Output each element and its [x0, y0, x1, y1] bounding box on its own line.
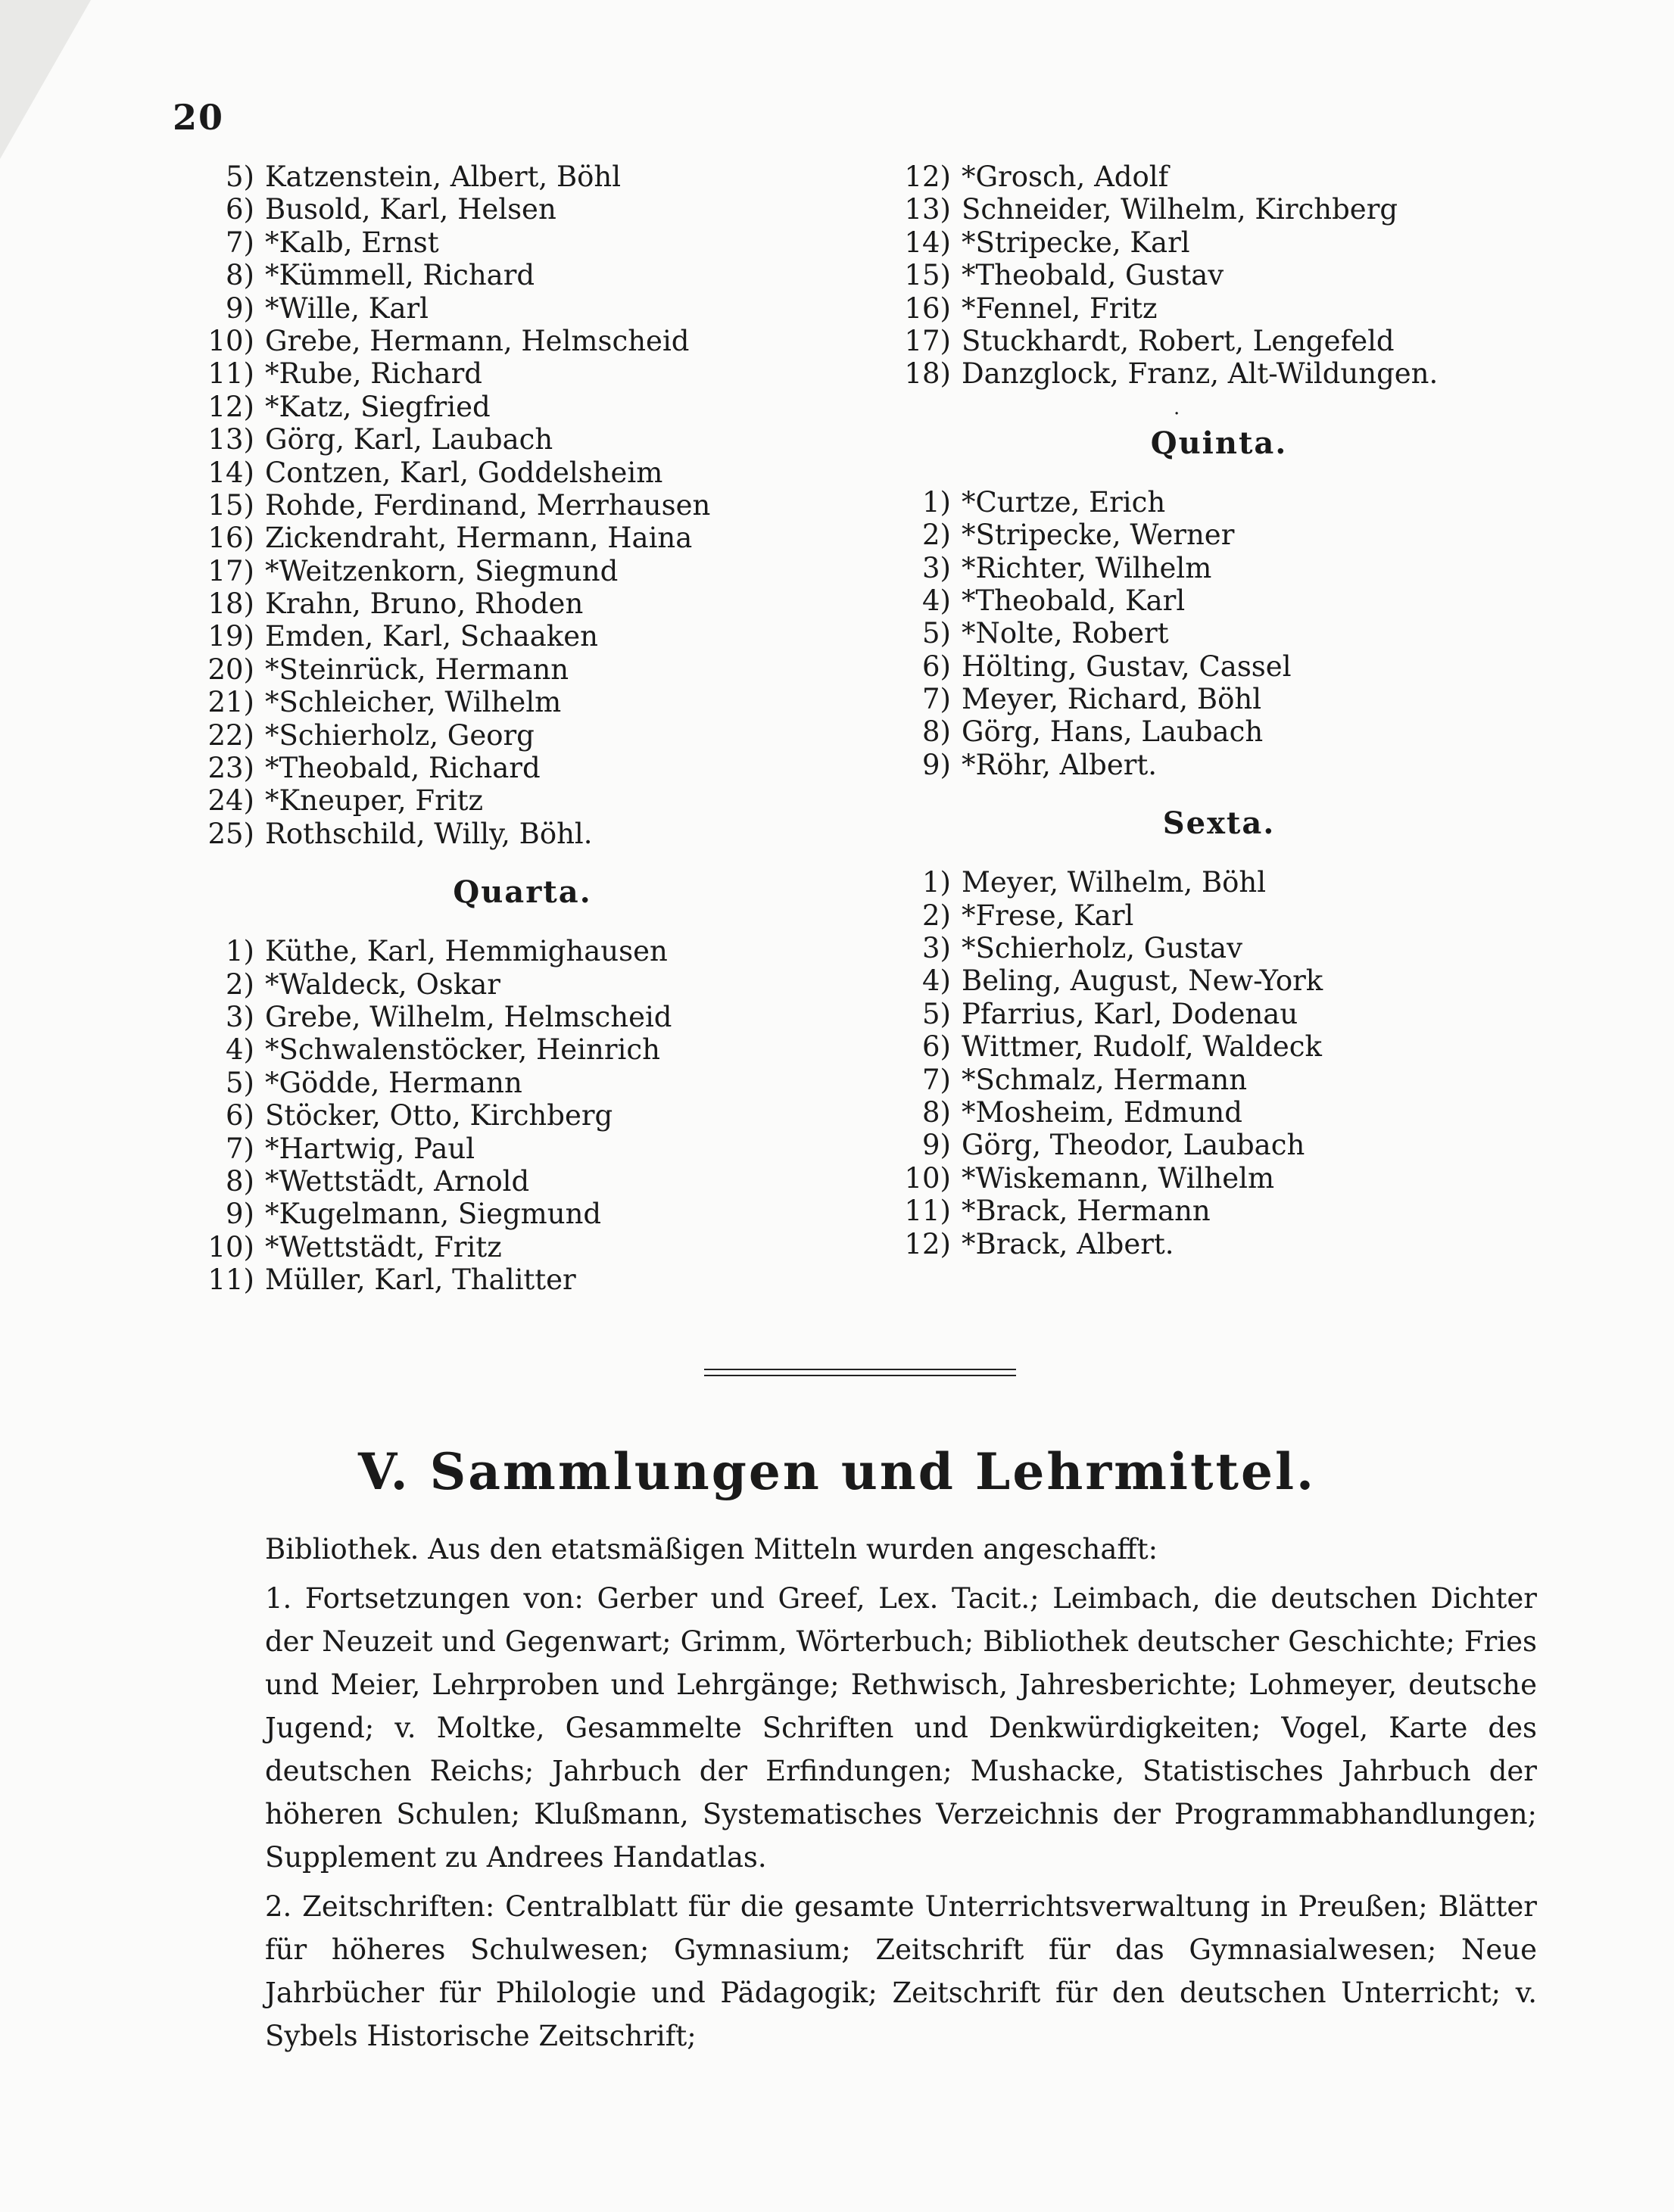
list-item-name: *Hartwig, Paul: [265, 1132, 475, 1165]
list-item: [182, 1033, 863, 1066]
list-item-number: 17): [207, 554, 254, 587]
list-item-name: *Katz, Siegfried: [265, 390, 491, 423]
list-item-number: 19): [207, 620, 254, 653]
list-item-name: Hölting, Gustav, Cassel: [962, 650, 1292, 683]
list-item-name: Müller, Karl, Thalitter: [265, 1263, 576, 1297]
right-column: [878, 160, 1560, 1260]
list-item: [182, 292, 863, 325]
list-item-name: *Weitzenkorn, Siegmund: [265, 554, 619, 587]
list-item: [182, 423, 863, 456]
list-item-name: Katzenstein, Albert, Böhl: [265, 160, 622, 193]
list-item: [878, 964, 1560, 997]
list-item: [182, 1001, 863, 1033]
list-item-name: Danzglock, Franz, Alt-Wildungen.: [962, 357, 1439, 391]
section-title: V. Sammlungen und Lehrmittel.: [357, 1442, 1317, 1501]
quarta-heading: Quarta.: [453, 874, 592, 911]
list-item-number: 9): [226, 1198, 254, 1231]
list-item: [878, 932, 1560, 964]
quinta-heading: Quinta.: [1150, 425, 1288, 461]
list-item-name: Stöcker, Otto, Kirchberg: [265, 1099, 613, 1132]
list-item-number: 8): [922, 1095, 951, 1129]
list-item: [878, 1064, 1560, 1096]
list-item-number: 7): [922, 683, 951, 716]
list-item-name: Grebe, Wilhelm, Helmscheid: [265, 1000, 672, 1033]
list-item-number: 18): [207, 587, 254, 621]
list-item: [182, 752, 863, 784]
list-item-name: Rothschild, Willy, Böhl.: [265, 817, 593, 850]
list-item-number: 22): [207, 718, 254, 752]
list-item-number: 4): [226, 1033, 254, 1067]
list-item-number: 16): [904, 291, 951, 325]
list-item-number: 15): [904, 259, 951, 292]
list-item-number: 1): [922, 485, 951, 519]
list-item-name: Wittmer, Rudolf, Waldeck: [962, 1030, 1322, 1064]
list-item-name: Stuckhardt, Robert, Lengefeld: [962, 324, 1395, 357]
list-item-number: 10): [207, 324, 254, 357]
list-item-number: 14): [904, 226, 951, 259]
student-list-continued: [182, 160, 863, 850]
list-item-name: *Wettstädt, Fritz: [265, 1230, 502, 1263]
list-item-number: 2): [922, 519, 951, 552]
list-item-number: 1): [226, 935, 254, 968]
list-item: [878, 226, 1560, 259]
list-item-number: 13): [904, 193, 951, 226]
list-item-number: 10): [207, 1230, 254, 1263]
list-item-name: Küthe, Karl, Hemmighausen: [265, 935, 668, 968]
list-item-name: *Wettstädt, Arnold: [265, 1164, 530, 1198]
list-item: [182, 489, 863, 522]
paragraph-bibliothek: Bibliothek. Aus den etatsmäßigen Mitteln wurden angeschafft:: [265, 1533, 1158, 1566]
list-item-name: *Kalb, Ernst: [265, 226, 439, 259]
list-item: [878, 584, 1560, 617]
list-item-number: 14): [207, 456, 254, 489]
list-item-number: 7): [226, 226, 254, 259]
list-item-name: *Theobald, Gustav: [962, 259, 1224, 292]
list-item: [878, 1030, 1560, 1063]
list-item-number: 8): [922, 715, 951, 749]
list-item-name: Meyer, Wilhelm, Böhl: [962, 866, 1267, 899]
list-item: [182, 1132, 863, 1165]
list-item-name: *Richter, Wilhelm: [962, 551, 1212, 584]
list-item: [878, 325, 1560, 357]
list-item-number: 2): [922, 899, 951, 932]
list-item-number: 12): [904, 160, 951, 193]
list-item: [182, 1263, 863, 1296]
list-item: [182, 653, 863, 686]
list-item: [878, 160, 1560, 193]
list-item-number: 8): [226, 259, 254, 292]
list-item-number: 5): [922, 617, 951, 650]
list-item: [182, 259, 863, 291]
list-item-name: *Röhr, Albert.: [962, 748, 1158, 781]
list-item: [878, 552, 1560, 584]
list-item: [182, 1165, 863, 1198]
list-item-number: 8): [226, 1164, 254, 1198]
list-item: [182, 456, 863, 489]
student-list-continued-right: [878, 160, 1560, 391]
list-item-number: 12): [207, 390, 254, 423]
list-item-name: *Steinrück, Hermann: [265, 653, 569, 686]
list-item-name: Emden, Karl, Schaaken: [265, 620, 598, 653]
list-item-name: *Frese, Karl: [962, 899, 1134, 932]
left-column: [182, 160, 863, 1297]
list-item-number: 11): [207, 1263, 254, 1297]
section-divider: [704, 1369, 1016, 1381]
list-item-number: 13): [207, 423, 254, 456]
list-item-number: 6): [226, 193, 254, 226]
list-item-name: *Rube, Richard: [265, 357, 482, 391]
list-item: [182, 391, 863, 423]
list-item: [878, 519, 1560, 551]
sexta-list: [878, 866, 1560, 1260]
list-item-name: *Wille, Karl: [265, 291, 429, 325]
list-item-name: *Stripecke, Werner: [962, 519, 1235, 552]
list-item-name: *Kugelmann, Siegmund: [265, 1198, 602, 1231]
list-item-number: 15): [207, 488, 254, 522]
list-item-number: 20): [207, 653, 254, 686]
quinta-list: [878, 486, 1560, 782]
list-item-number: 25): [207, 817, 254, 850]
list-item-name: Görg, Theodor, Laubach: [962, 1129, 1305, 1162]
list-item-number: 5): [922, 997, 951, 1030]
list-item: [878, 650, 1560, 683]
list-item-number: 9): [922, 1129, 951, 1162]
list-item: [878, 617, 1560, 650]
list-item-name: Görg, Hans, Laubach: [962, 715, 1264, 749]
list-item: [182, 1198, 863, 1230]
list-item: [182, 686, 863, 718]
list-item-name: *Theobald, Karl: [962, 584, 1186, 617]
list-item: [182, 784, 863, 817]
list-item-number: 21): [207, 686, 254, 719]
list-item: [878, 715, 1560, 748]
list-item: [878, 486, 1560, 519]
list-item-name: *Schleicher, Wilhelm: [265, 686, 562, 719]
library-prose: [265, 1528, 1537, 2064]
list-item-number: 5): [226, 1066, 254, 1099]
separator-dot: .: [1174, 396, 1180, 419]
list-item-name: Meyer, Richard, Böhl: [962, 683, 1262, 716]
list-item-number: 7): [226, 1132, 254, 1165]
list-item: [182, 968, 863, 1001]
list-item-number: 6): [922, 650, 951, 683]
list-item-name: *Nolte, Robert: [962, 617, 1169, 650]
list-item-name: Zickendraht, Hermann, Haina: [265, 522, 693, 555]
list-item-number: 3): [226, 1000, 254, 1033]
list-item-name: *Gödde, Hermann: [265, 1066, 522, 1099]
list-item: [878, 899, 1560, 932]
list-item-name: *Schwalenstöcker, Heinrich: [265, 1033, 660, 1067]
list-item-number: 1): [922, 866, 951, 899]
list-item: [878, 866, 1560, 899]
list-item-number: 10): [904, 1161, 951, 1195]
list-item-number: 11): [207, 357, 254, 391]
list-item-name: Beling, August, New-York: [962, 964, 1323, 998]
list-item-number: 3): [922, 932, 951, 965]
list-item: [878, 259, 1560, 291]
list-item: [182, 357, 863, 390]
list-item-number: 23): [207, 752, 254, 785]
list-item-name: Rohde, Ferdinand, Merrhausen: [265, 488, 711, 522]
page-number: 20: [173, 97, 225, 138]
paragraph-zeitschriften: 2. Zeitschriften: Centralblatt für die gesamte Unterrichtsverwaltung in Preußen; Blätter für höheres Schulwesen; Gymnasium; Zeitschrift für das Gymnasialwesen; Neue Jahrbücher für Philologie und Pädagogik; Zeitschrift für den deutschen Unterricht; v. Sybels Historische Zeitschrift;: [265, 1890, 1537, 2052]
list-item: [878, 683, 1560, 715]
list-item-name: *Brack, Albert.: [962, 1227, 1174, 1260]
list-item: [878, 1162, 1560, 1195]
list-item: [878, 193, 1560, 226]
paragraph-fortsetzungen: 1. Fortsetzungen von: Gerber und Greef, Lex. Tacit.; Leimbach, die deutschen Dichter der Neuzeit und Gegenwart; Grimm, Wörterbuch; Bibliothek deutscher Geschichte; Fries und Meier, Lehrproben und Lehrgänge; Rethwisch, Jahresberichte; Lohmeyer, deutsche Jugend; v. Moltke, Gesammelte Schriften und Denkwürdigkeiten; Vogel, Karte des deutschen Reichs; Jahrbuch der Erfindungen; Mushacke, Statistisches Jahrbuch der höheren Schulen; Klußmann, Systematisches Verzeichnis der Programmabhandlungen; Supplement zu Andrees Handatlas.: [265, 1582, 1537, 1874]
list-item: [878, 1096, 1560, 1129]
list-item-number: 9): [226, 291, 254, 325]
list-item-number: 6): [922, 1030, 951, 1064]
list-item-name: *Grosch, Adolf: [962, 160, 1169, 193]
list-item-name: Contzen, Karl, Goddelsheim: [265, 456, 663, 489]
list-item-number: 11): [904, 1195, 951, 1228]
list-item-number: 9): [922, 748, 951, 781]
list-item: [182, 620, 863, 653]
list-item: [182, 587, 863, 620]
list-item-number: 2): [226, 967, 254, 1001]
list-item-name: *Schierholz, Gustav: [962, 932, 1242, 965]
list-item-name: *Schmalz, Hermann: [962, 1063, 1248, 1096]
list-item: [182, 818, 863, 850]
list-item: [182, 935, 863, 967]
list-item-name: *Brack, Hermann: [962, 1195, 1211, 1228]
list-item-number: 6): [226, 1099, 254, 1132]
list-item-name: *Mosheim, Edmund: [962, 1095, 1242, 1129]
list-item-name: Krahn, Bruno, Rhoden: [265, 587, 584, 621]
list-item-name: *Fennel, Fritz: [962, 291, 1158, 325]
list-item-number: 3): [922, 551, 951, 584]
list-item-name: *Schierholz, Georg: [265, 718, 535, 752]
list-item-number: 24): [207, 784, 254, 818]
list-item-number: 5): [226, 160, 254, 193]
list-item: [878, 292, 1560, 325]
list-item: [182, 522, 863, 554]
list-item-name: *Stripecke, Karl: [962, 226, 1190, 259]
list-item-name: *Kneuper, Fritz: [265, 784, 483, 818]
list-item-name: Grebe, Hermann, Helmscheid: [265, 324, 690, 357]
list-item: [182, 325, 863, 357]
list-item-number: 16): [207, 522, 254, 555]
list-item: [182, 719, 863, 752]
list-item-number: 18): [904, 357, 951, 391]
list-item: [878, 749, 1560, 781]
sexta-heading: Sexta.: [1162, 805, 1276, 842]
list-item-name: Schneider, Wilhelm, Kirchberg: [962, 193, 1398, 226]
list-item-number: 4): [922, 964, 951, 998]
list-item: [182, 193, 863, 226]
list-item-number: 17): [904, 324, 951, 357]
list-item: [878, 1195, 1560, 1227]
list-item: [182, 160, 863, 193]
list-item-name: Pfarrius, Karl, Dodenau: [962, 997, 1298, 1030]
list-item-name: *Wiskemann, Wilhelm: [962, 1161, 1275, 1195]
list-item-name: *Kümmell, Richard: [265, 259, 535, 292]
list-item: [878, 357, 1560, 390]
list-item-name: *Curtze, Erich: [962, 485, 1166, 519]
list-item-name: Görg, Karl, Laubach: [265, 423, 553, 456]
list-item: [182, 226, 863, 259]
list-item: [878, 1228, 1560, 1260]
list-item-name: *Waldeck, Oskar: [265, 967, 500, 1001]
list-item: [182, 1231, 863, 1263]
list-item-name: *Theobald, Richard: [265, 752, 541, 785]
page-corner-fold: [0, 0, 91, 159]
list-item-number: 4): [922, 584, 951, 617]
list-item: [182, 1067, 863, 1099]
list-item-number: 7): [922, 1063, 951, 1096]
list-item: [182, 555, 863, 587]
list-item-number: 12): [904, 1227, 951, 1260]
list-item-name: Busold, Karl, Helsen: [265, 193, 556, 226]
quarta-list: [182, 935, 863, 1296]
list-item: [878, 998, 1560, 1030]
list-item: [182, 1099, 863, 1132]
list-item: [878, 1129, 1560, 1161]
